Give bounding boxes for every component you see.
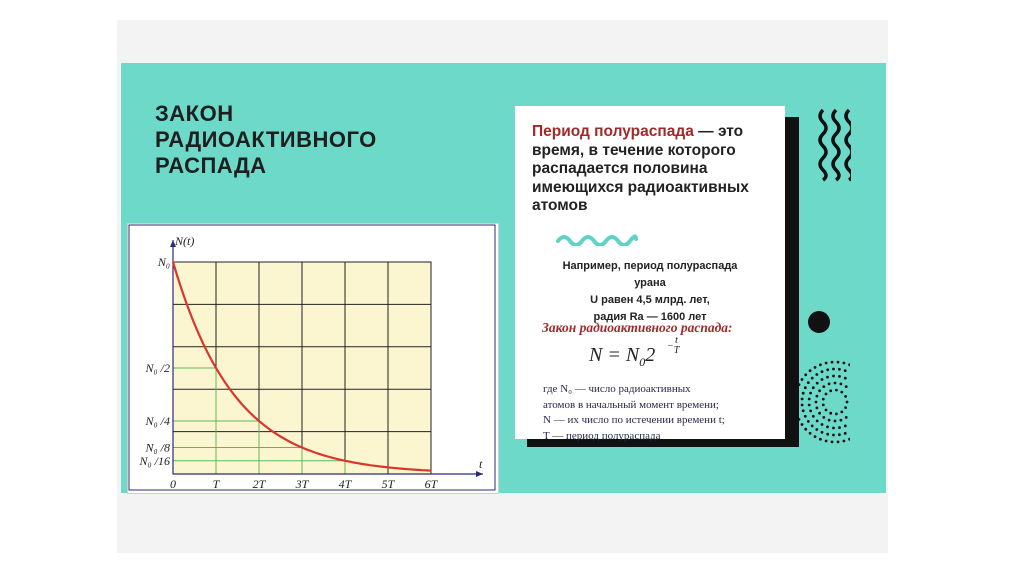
formula-base: 2 <box>645 344 656 366</box>
x-axis-label: t <box>479 457 483 471</box>
definition-term: Период полураспада <box>532 123 694 140</box>
y-tick-label: N₀ /2 <box>145 361 170 375</box>
law-title: Закон радиоактивного распада: <box>542 320 733 335</box>
data-point <box>194 323 196 325</box>
example-line: Например, период полураспада <box>562 260 738 272</box>
decay-formula <box>589 335 680 370</box>
data-point <box>215 367 217 369</box>
decay-graph-panel <box>127 223 499 494</box>
dotted-circle-decoration <box>790 355 850 450</box>
x-tick-label: 3T <box>295 477 309 491</box>
data-point <box>258 420 260 422</box>
exponent-numerator: t <box>675 335 678 346</box>
data-point <box>280 436 282 438</box>
x-tick-label: 5T <box>381 477 395 491</box>
x-tick-label: 4T <box>338 477 352 491</box>
example-line: радия Ra — 1600 лет <box>593 311 707 323</box>
definition-card <box>515 106 785 442</box>
legend-line: где N₀ — число радиоактивных <box>543 383 691 395</box>
data-point <box>409 469 411 471</box>
data-point <box>430 470 432 472</box>
data-point <box>301 447 303 449</box>
half-life-definition <box>532 123 782 216</box>
data-point <box>344 460 346 462</box>
y-tick-label: N₀ /16 <box>139 453 170 468</box>
title-line: ЗАКОН <box>155 101 234 126</box>
x-tick-label: 6T <box>424 477 438 491</box>
data-point <box>387 467 389 469</box>
y-axis-label: N(t) <box>175 234 195 248</box>
example-line: урана <box>634 277 666 289</box>
exponent-denominator: T <box>673 345 680 356</box>
dot-decoration <box>806 309 832 335</box>
title-line: РАСПАДА <box>155 153 267 178</box>
decay-chart <box>128 224 498 493</box>
formula-lhs: N = N <box>589 344 640 366</box>
formula-subscript: 0 <box>639 355 646 369</box>
example-line: U равен 4,5 млрд. лет, <box>590 294 710 306</box>
data-point <box>172 261 174 263</box>
x-axis-arrow <box>476 471 483 477</box>
slide-title <box>155 101 455 179</box>
y-tick-label: N₀ /4 <box>145 414 170 428</box>
exponent-minus: − <box>667 340 674 352</box>
formula-legend <box>543 382 783 444</box>
squiggle-decoration <box>815 106 851 184</box>
wave-decoration <box>555 232 639 246</box>
x-tick-label: 2T <box>252 477 266 491</box>
data-point <box>237 398 239 400</box>
legend-line: N — их число по истечении времени t; <box>543 414 725 426</box>
example-text <box>515 258 785 326</box>
definition-text: — это время, в течение которого распадается половина имеющихся радиоактивных атомов <box>532 123 749 214</box>
y-tick-label: N₀ <box>157 255 170 269</box>
x-tick-label: T <box>212 477 220 491</box>
legend-line: T — период полураспада <box>543 429 661 442</box>
title-line: РАДИОАКТИВНОГО <box>155 127 377 152</box>
data-point <box>323 454 325 456</box>
formula-exponent <box>667 336 679 356</box>
x-tick-label: 0 <box>170 477 176 491</box>
legend-line: атомов в начальный момент времени; <box>543 398 719 411</box>
data-point <box>366 464 368 466</box>
y-tick-label: N₀ /8 <box>145 440 170 455</box>
